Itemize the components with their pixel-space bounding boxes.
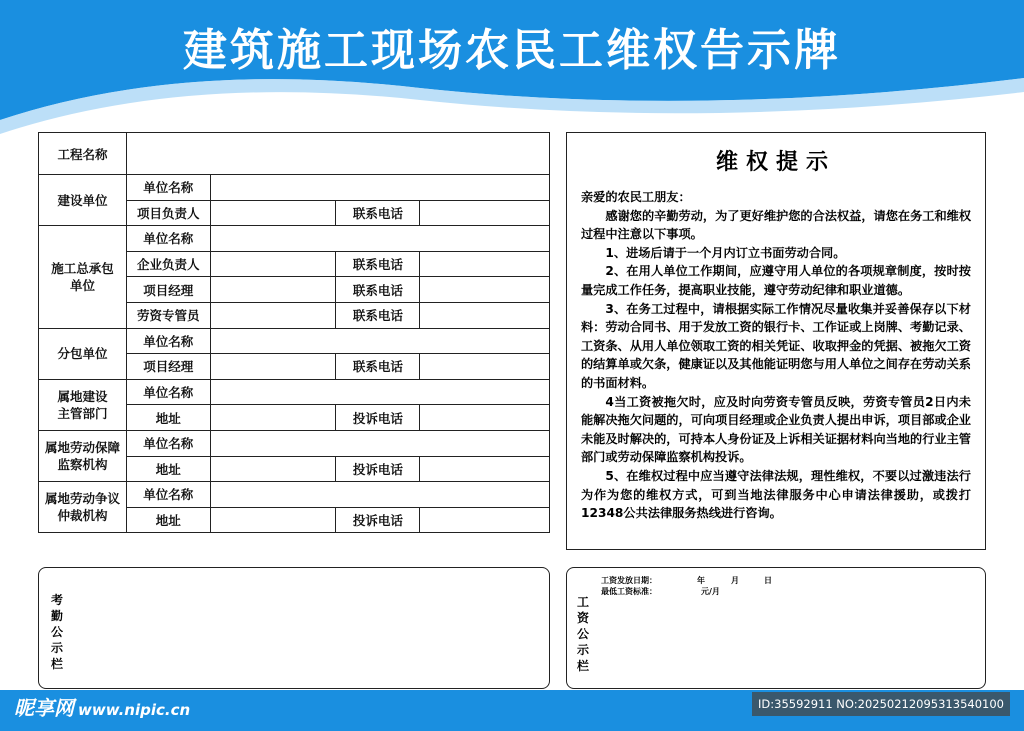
- notice-greeting: 亲爱的农民工朋友：: [581, 190, 691, 204]
- table-row: [39, 175, 550, 201]
- table-row: [39, 226, 550, 252]
- construction-unit-label: 建设单位: [39, 175, 127, 226]
- local-authority-label: 属地建设主管部门: [39, 379, 127, 430]
- watermark-url: www.nipic.cn: [78, 701, 191, 719]
- project-name-value: [126, 133, 549, 175]
- min-wage-label: 最低工资标准：: [601, 587, 657, 596]
- page-title: 建筑施工现场农民工维权告示牌: [183, 25, 841, 76]
- attendance-board-label: 考勤公示栏: [50, 593, 63, 671]
- notice-paragraph: 5、在维权过程中应当遵守法律法规，理性维权，不要以过激违法行为作为您的维权方式，可到当地法律服务中心申请法律援助，或拨打12348公共法律服务热线进行咨询。: [581, 468, 971, 521]
- cell: [420, 456, 550, 482]
- cell: [210, 175, 549, 201]
- cell: [420, 302, 550, 328]
- subcontractor-label: 分包单位: [39, 328, 127, 379]
- wage-board: [566, 567, 986, 689]
- notice-paragraph: 1、进场后请于一个月内订立书面劳动合同。: [605, 245, 846, 260]
- cell: [210, 277, 336, 303]
- complaint-phone-label: 投诉电话: [336, 507, 420, 533]
- notice-paragraph: 2、在用人单位工作期间，应遵守用人单位的各项规章制度，按时按量完成工作任务，提高职业技能，遵守劳动纪律和职业道德。: [581, 264, 971, 297]
- table-row: [39, 133, 550, 175]
- labor-security-label: 属地劳动保障监察机构: [39, 430, 127, 481]
- table-row: [39, 328, 550, 354]
- cell: [420, 200, 550, 226]
- info-table: [38, 132, 550, 533]
- cell: [420, 251, 550, 277]
- general-contractor-label: 施工总承包单位: [39, 226, 127, 328]
- day-label: 日: [764, 576, 772, 585]
- cell: [210, 482, 549, 508]
- wage-manager-label: 劳资专管员: [126, 302, 210, 328]
- rights-notice-panel: [566, 132, 986, 550]
- pay-date-label: 工资发放日期：: [601, 576, 657, 585]
- address-label: 地址: [126, 507, 210, 533]
- cell: [420, 354, 550, 380]
- contact-phone-label: 联系电话: [336, 302, 420, 328]
- cell: [420, 277, 550, 303]
- complaint-phone-label: 投诉电话: [336, 405, 420, 431]
- table-row: [39, 482, 550, 508]
- cell: [210, 226, 549, 252]
- unit-name-label: 单位名称: [126, 175, 210, 201]
- contact-phone-label: 联系电话: [336, 277, 420, 303]
- watermark-brand-name: 昵享网: [14, 696, 74, 720]
- attendance-board: [38, 567, 550, 689]
- month-label: 月: [731, 576, 739, 585]
- project-name-label: 工程名称: [39, 133, 127, 175]
- project-manager-label: 项目经理: [126, 277, 210, 303]
- watermark-brand: [14, 692, 190, 721]
- unit-name-label: 单位名称: [126, 430, 210, 456]
- notice-heading: 维权提示: [715, 150, 836, 175]
- cell: [210, 405, 336, 431]
- wage-board-label: 工资公示栏: [576, 595, 589, 673]
- image-id-bar: ID:35592911 NO:20250212095313540100: [752, 692, 1010, 716]
- cell: [210, 456, 336, 482]
- arbitration-label: 属地劳动争议仲裁机构: [39, 482, 127, 533]
- cell: [210, 507, 336, 533]
- cell: [420, 405, 550, 431]
- unit-name-label: 单位名称: [126, 482, 210, 508]
- table-row: [39, 379, 550, 405]
- cell: [210, 354, 336, 380]
- unit-name-label: 单位名称: [126, 379, 210, 405]
- unit-name-label: 单位名称: [126, 328, 210, 354]
- complaint-phone-label: 投诉电话: [336, 456, 420, 482]
- contact-phone-label: 联系电话: [336, 200, 420, 226]
- cell: [210, 328, 549, 354]
- notice-paragraph: 感谢您的辛勤劳动，为了更好维护您的合法权益，请您在务工和维权过程中注意以下事项。: [581, 208, 972, 242]
- enterprise-leader-label: 企业负责人: [126, 251, 210, 277]
- cell: [210, 302, 336, 328]
- notice-paragraph: 4当工资被拖欠时，应及时向劳资专管员反映，劳资专管员2日内未能解决拖欠问题的，可向项目经理或企业负责人提出申诉，项目部或企业未能及时解决的，可持本人身份证及上诉相关证据材料向当地的行业主管部门或劳动保障监察机构投诉。: [581, 394, 971, 465]
- contact-phone-label: 联系电话: [336, 251, 420, 277]
- notice-paragraph: 3、在务工过程中，请根据实际工作情况尽量收集并妥善保存以下材料：劳动合同书、用于发放工资的银行卡、工作证或上岗牌、考勤记录、工资条、从用人单位领取工资的相关凭证、收取押金的凭据、被拖欠工资的结算单或欠条，健康证以及其他能证明您与用人单位之间存在劳动关系的书面材料。: [581, 301, 971, 390]
- year-label: 年: [697, 576, 705, 585]
- table-row: [39, 430, 550, 456]
- cell: [420, 507, 550, 533]
- cell: [210, 200, 336, 226]
- cell: [210, 379, 549, 405]
- contact-phone-label: 联系电话: [336, 354, 420, 380]
- min-wage-unit: 元/月: [701, 587, 720, 596]
- project-leader-label: 项目负责人: [126, 200, 210, 226]
- address-label: 地址: [126, 456, 210, 482]
- cell: [210, 251, 336, 277]
- project-manager-label: 项目经理: [126, 354, 210, 380]
- address-label: 地址: [126, 405, 210, 431]
- cell: [210, 430, 549, 456]
- unit-name-label: 单位名称: [126, 226, 210, 252]
